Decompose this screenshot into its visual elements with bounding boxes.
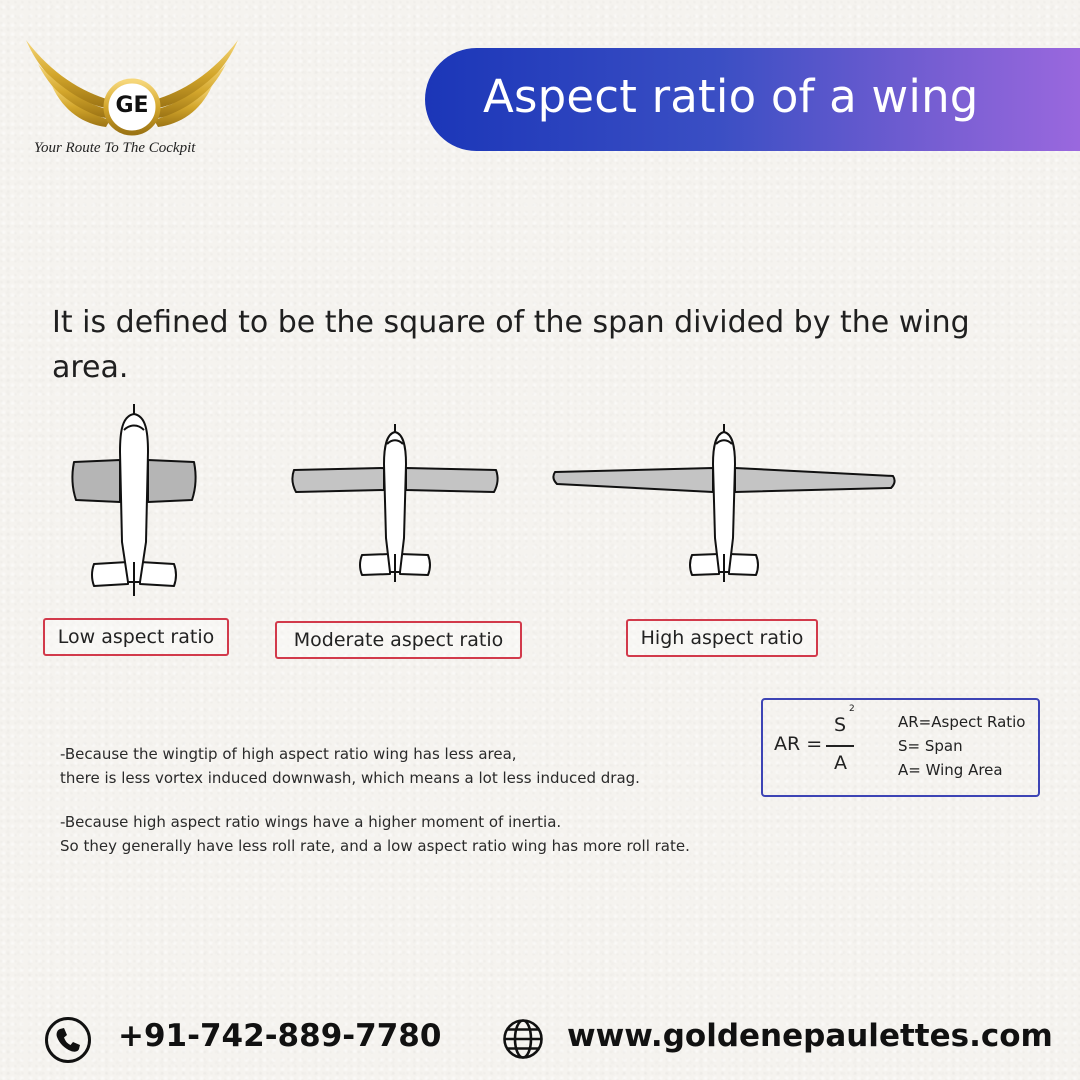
formula-denominator: A — [834, 752, 847, 774]
website-link[interactable]: www.goldenepaulettes.com — [567, 1018, 1053, 1054]
aspect-ratio-formula-box — [761, 698, 1040, 797]
low-aspect-ratio-label: Low aspect ratio — [43, 618, 229, 656]
roll-rate-note-line-1: -Because high aspect ratio wings have a higher moment of inertia. — [60, 813, 562, 831]
formula-lhs: AR = — [774, 733, 823, 755]
title-banner — [425, 48, 1080, 151]
formula-numerator: S — [834, 714, 847, 736]
formula-legend-a: A= Wing Area — [898, 761, 1003, 779]
brand-logo — [22, 34, 242, 164]
winged-logo-icon — [22, 34, 242, 139]
low-aspect-ratio-plane-diagram — [64, 402, 204, 602]
moderate-aspect-ratio-label: Moderate aspect ratio — [275, 621, 522, 659]
globe-icon — [502, 1018, 544, 1060]
moderate-aspect-ratio-plane-diagram — [288, 420, 502, 588]
definition-text: It is defined to be the square of the span divided by the wing area. — [52, 305, 970, 385]
page-title: Aspect ratio of a wing — [483, 70, 979, 123]
formula-legend-s: S= Span — [898, 737, 963, 755]
formula-legend-ar: AR=Aspect Ratio — [898, 713, 1026, 731]
phone-number[interactable]: +91-742-889-7780 — [118, 1018, 442, 1054]
induced-drag-note-line-2: there is less vortex induced downwash, which means a lot less induced drag. — [60, 769, 640, 787]
formula-exponent: 2 — [849, 704, 855, 714]
fraction-bar — [826, 745, 854, 747]
high-aspect-ratio-plane-diagram — [549, 420, 899, 588]
induced-drag-note-line-1: -Because the wingtip of high aspect ratio wing has less area, — [60, 745, 517, 763]
logo-monogram: GE — [115, 93, 149, 118]
roll-rate-note-line-2: So they generally have less roll rate, and a low aspect ratio wing has more roll rate. — [60, 837, 690, 855]
phone-icon — [44, 1016, 92, 1064]
high-aspect-ratio-label: High aspect ratio — [626, 619, 818, 657]
logo-tagline: Your Route To The Cockpit — [34, 140, 196, 156]
